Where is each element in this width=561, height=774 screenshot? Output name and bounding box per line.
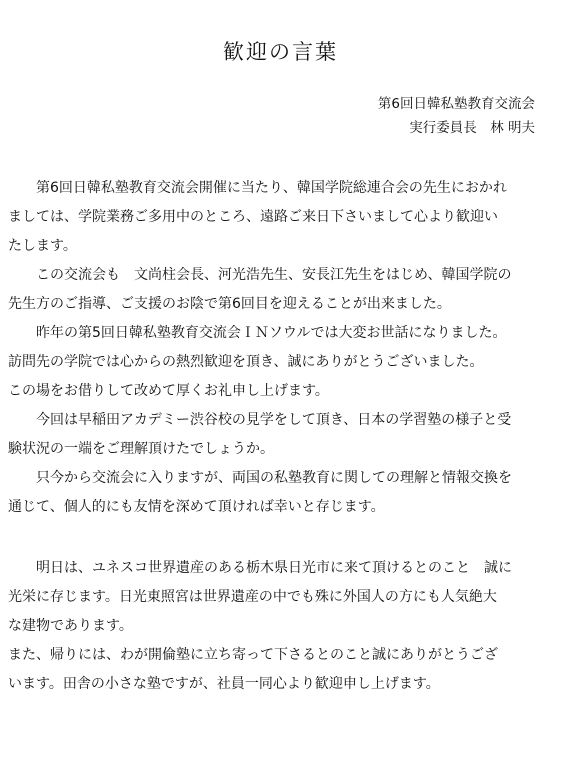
body-line: 験状況の一端をご理解頂けたでしょうか。 [8,441,274,457]
sender-block [378,92,535,140]
body-line: 訪問先の学院では心からの熱烈歓迎を頂き、誠にありがとうございました。 [8,354,484,370]
body-line: 光栄に存じます。日光東照宮は世界遺産の中でも殊に外国人の方にも人気絶大 [8,589,497,605]
body-line: この交流会も 文尚柱会長、河光浩先生、安長江先生をはじめ、韓国学院の [36,267,512,283]
body-line: な建物であります。 [8,618,133,634]
body-line: 昨年の第5回日韓私塾教育交流会ＩＮソウルでは大変お世話になりました。 [36,325,507,341]
body-line: 先生方のご指導、ご支援のお陰で第6回目を迎えることが出来ました。 [8,296,451,312]
body-line: 只今から交流会に入りますが、両国の私塾教育に関しての理解と情報交換を [36,470,512,486]
body-line: この場をお借りして改めて厚くお礼申し上げます。 [8,383,329,399]
body-line: 明日は、ユネスコ世界遺産のある栃木県日光市に来て頂けるとのこと 誠に [36,560,512,576]
paragraph-gap [8,522,553,554]
document-title: 歓迎の言葉 [223,40,338,64]
body-line: 今回は早稲田アカデミー渋谷校の見学をして頂き、日本の学習塾の様子と受 [36,412,512,428]
body-line: います。田舎の小さな塾ですが、社員一同心より歓迎申し上げます。 [8,676,440,692]
sender-organization: 第6回日韓私塾教育交流会 [377,96,535,112]
body-line: 通じて、個人的にも友情を深めて頂ければ幸いと存じます。 [8,499,385,515]
body-line: たします。 [8,238,77,254]
body-line: また、帰りには、わが開倫塾に立ち寄って下さるとのこと誠にありがとうござ [8,647,498,663]
sender-name: 実行委員長 林 明夫 [409,120,535,136]
body-line: ましては、学院業務ご多用中のところ、遠路ご来日下さいまして心より歓迎い [8,209,498,225]
letter-body [8,174,553,699]
body-line: 第6回日韓私塾教育交流会開催に当たり、韓国学院総連合会の先生におかれ [36,180,507,196]
